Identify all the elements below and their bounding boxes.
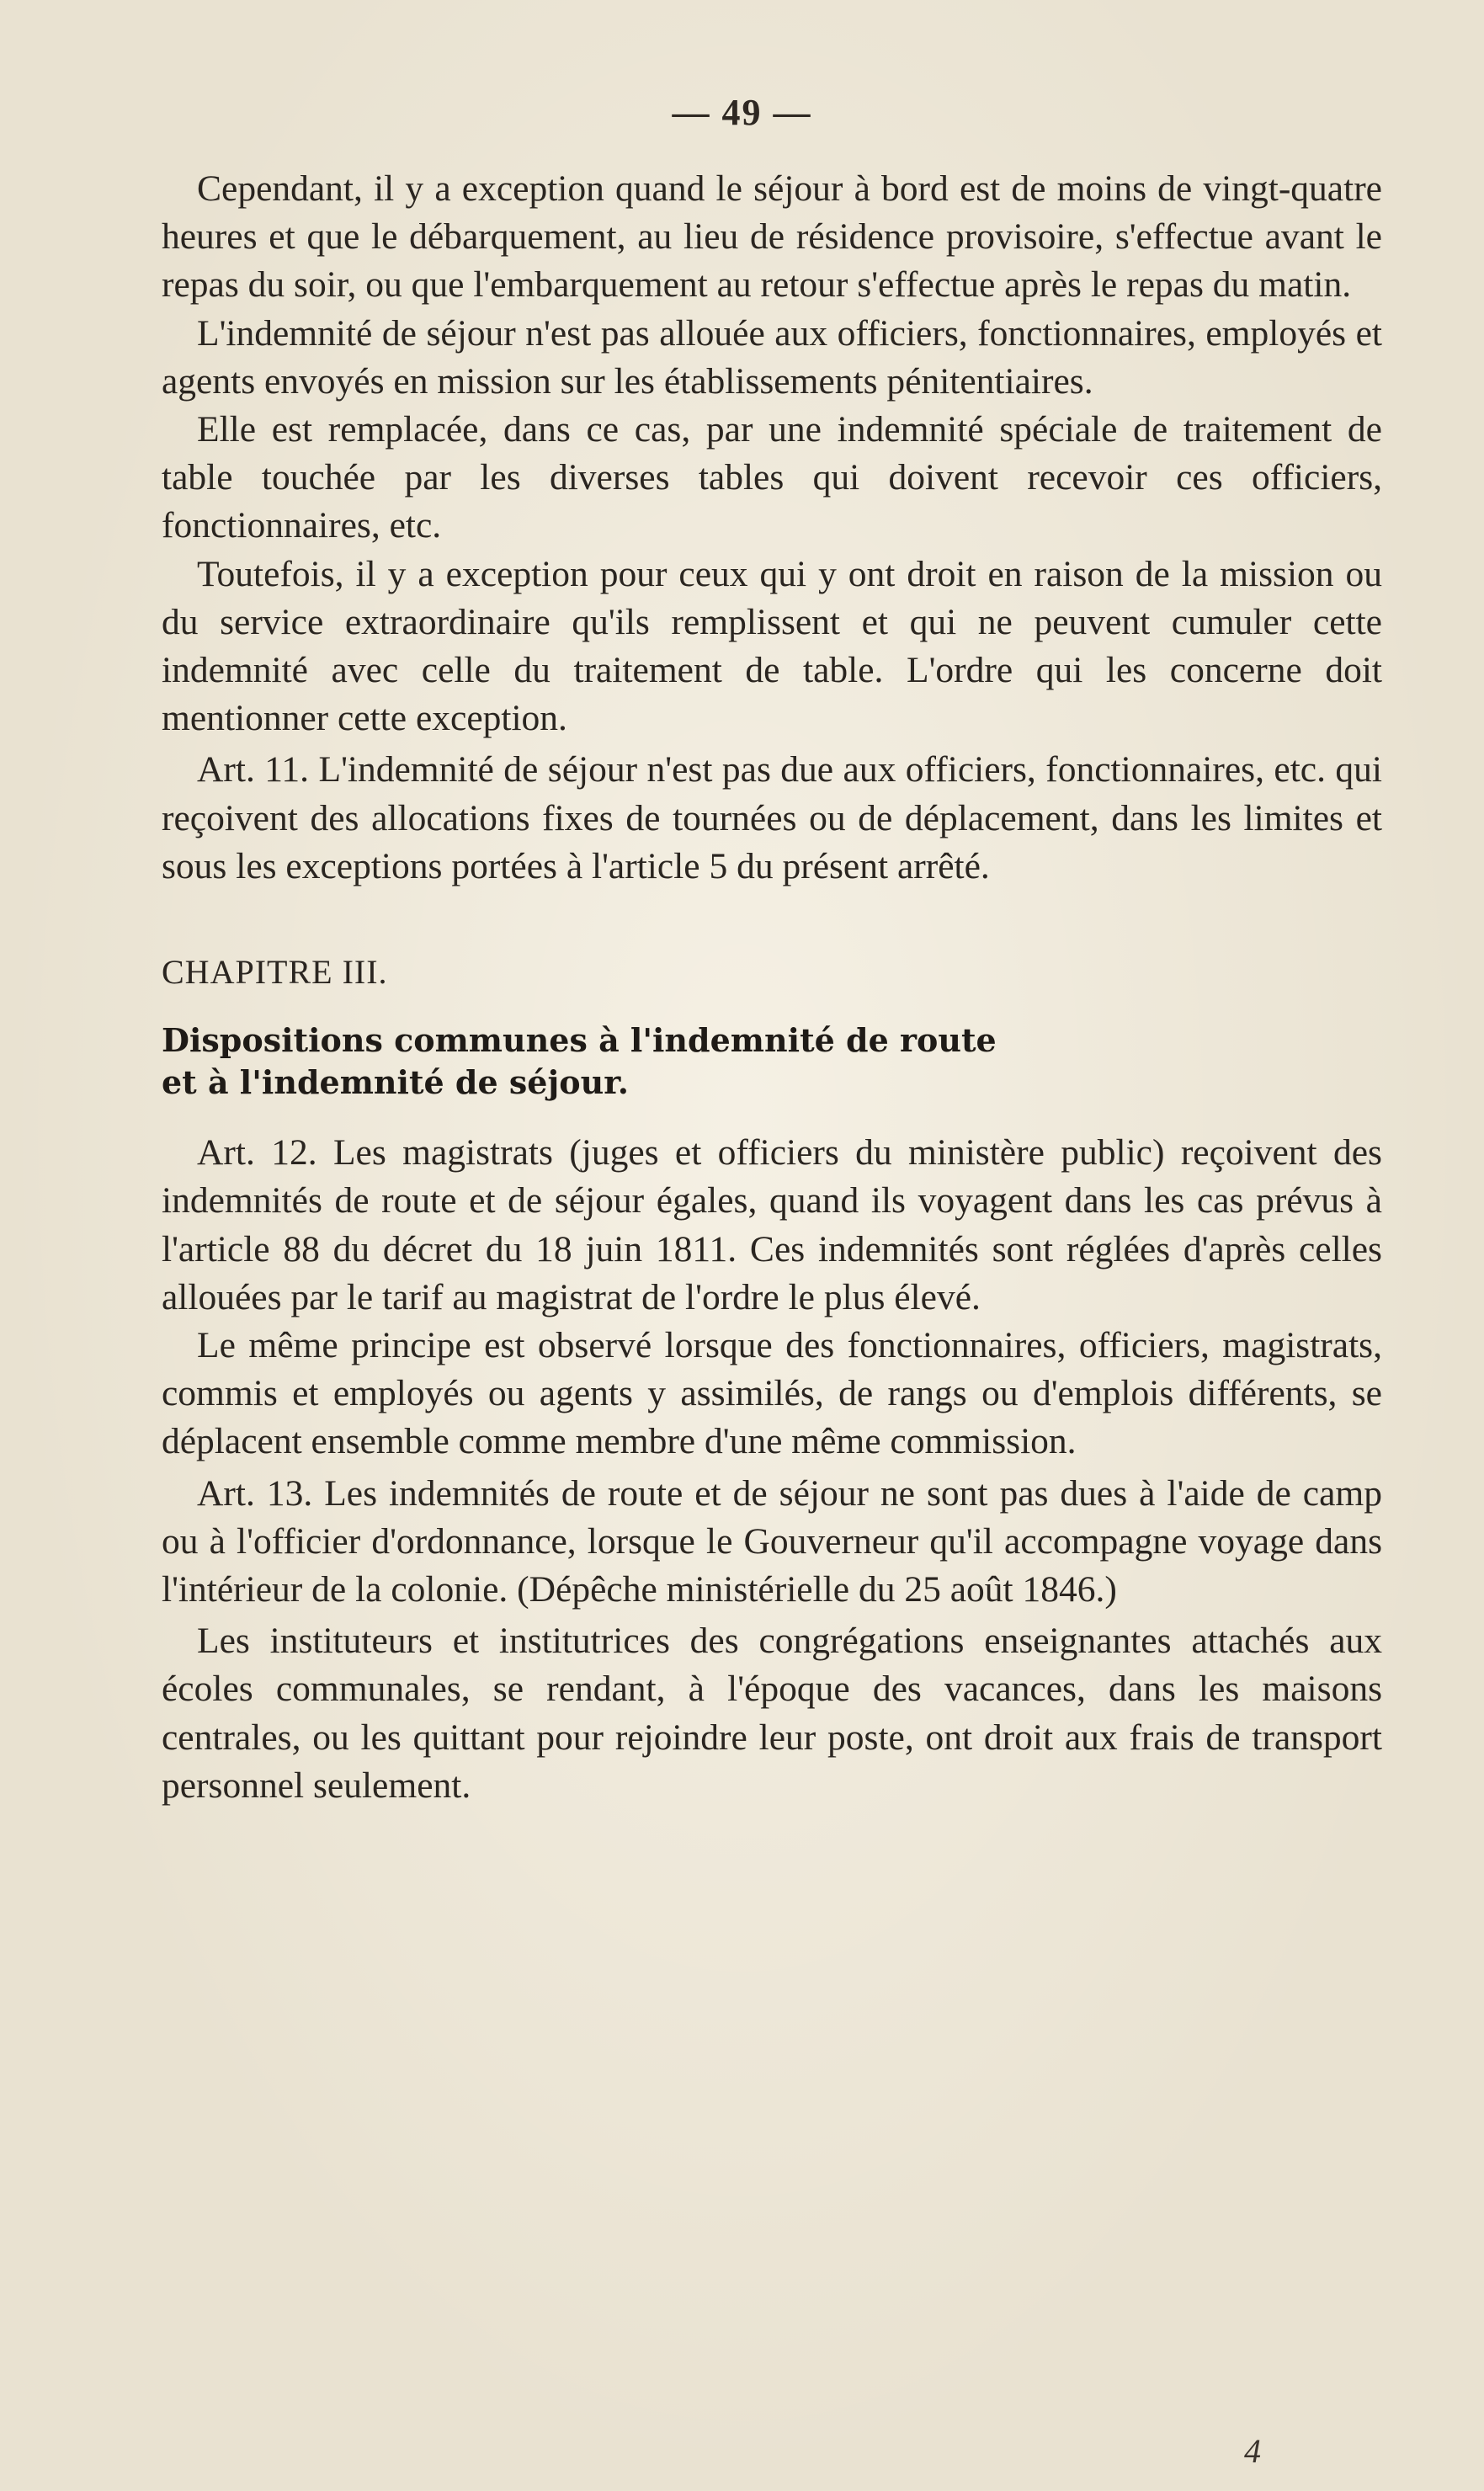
chapter-title: CHAPITRE III. <box>162 953 388 992</box>
paragraph: Elle est remplacée, dans ce cas, par une indemnité spéciale de traitement de table touchée par les diverses tables qui doivent recevoir ces officiers, fonctionnaires, etc. <box>162 409 1382 546</box>
paragraph: Le même principe est observé lorsque des fonctionnaires, officiers, magistrats, commis et employés ou agents y assimilés, de rangs ou d'emplois différents, se déplacent ensemble comme membre d'une même commission. <box>162 1325 1382 1462</box>
paragraph: Toutefois, il y a exception pour ceux qui y ont droit en raison de la mission ou du service extraordinaire qu'ils remplissent et qui ne peuvent cumuler cette indemnité avec celle du traitement de table. L'ordre qui les concerne doit mentionner cette exception. <box>162 553 1382 739</box>
paragraph: Les instituteurs et institutrices des congrégations enseignantes attachés aux écoles communales, se rendant, à l'époque des vacances, dans les maisons centrales, ou les quittant pour rejoindre leur poste, ont droit aux frais de transport personnel seulement. <box>162 1621 1382 1806</box>
article-12: Art. 12. Les magistrats (juges et officiers du ministère public) reçoivent des indemnités de route et de séjour égales, quand ils voyagent dans les cas prévus à l'article 88 du décret du 18 juin 1811. Ces indemnités sont réglées d'après celles allouées par le tarif au magistrat de l'ordre le plus élevé. <box>162 1132 1382 1317</box>
article-13: Art. 13. Les indemnités de route et de séjour ne sont pas dues à l'aide de camp ou à l'officier d'ordonnance, lorsque le Gouverneur qu'il accompagne voyage dans l'intérieur de la colonie. (Dépêche ministérielle du 25 août 1846.) <box>162 1472 1382 1610</box>
page-body <box>162 165 1382 1810</box>
page-number: — 49 — <box>672 92 812 133</box>
paragraph: Cependant, il y a exception quand le séjour à bord est de moins de vingt-quatre heures et que le débarquement, au lieu de résidence provisoire, s'effectue avant le repas du soir, ou que l'embarquement au retour s'effectue après le repas du matin. <box>162 168 1382 306</box>
paragraph: L'indemnité de séjour n'est pas allouée aux officiers, fonctionnaires, employés et agents envoyés en mission sur les établissements pénitentiaires. <box>162 312 1382 402</box>
chapter-subtitle-line: et à l'indemnité de séjour. <box>162 1063 629 1102</box>
chapter-heading <box>162 948 1382 1104</box>
chapter-subtitle <box>162 1019 1382 1104</box>
chapter-subtitle-line: Dispositions communes à l'indemnité de route <box>162 1021 997 1060</box>
article-11: Art. 11. L'indemnité de séjour n'est pas due aux officiers, fonctionnaires, etc. qui reçoivent des allocations fixes de tournées ou de déplacement, dans les limites et sous les exceptions portées à l'article 5 du présent arrêté. <box>162 749 1382 886</box>
signature-mark: 4 <box>1244 2432 1261 2470</box>
